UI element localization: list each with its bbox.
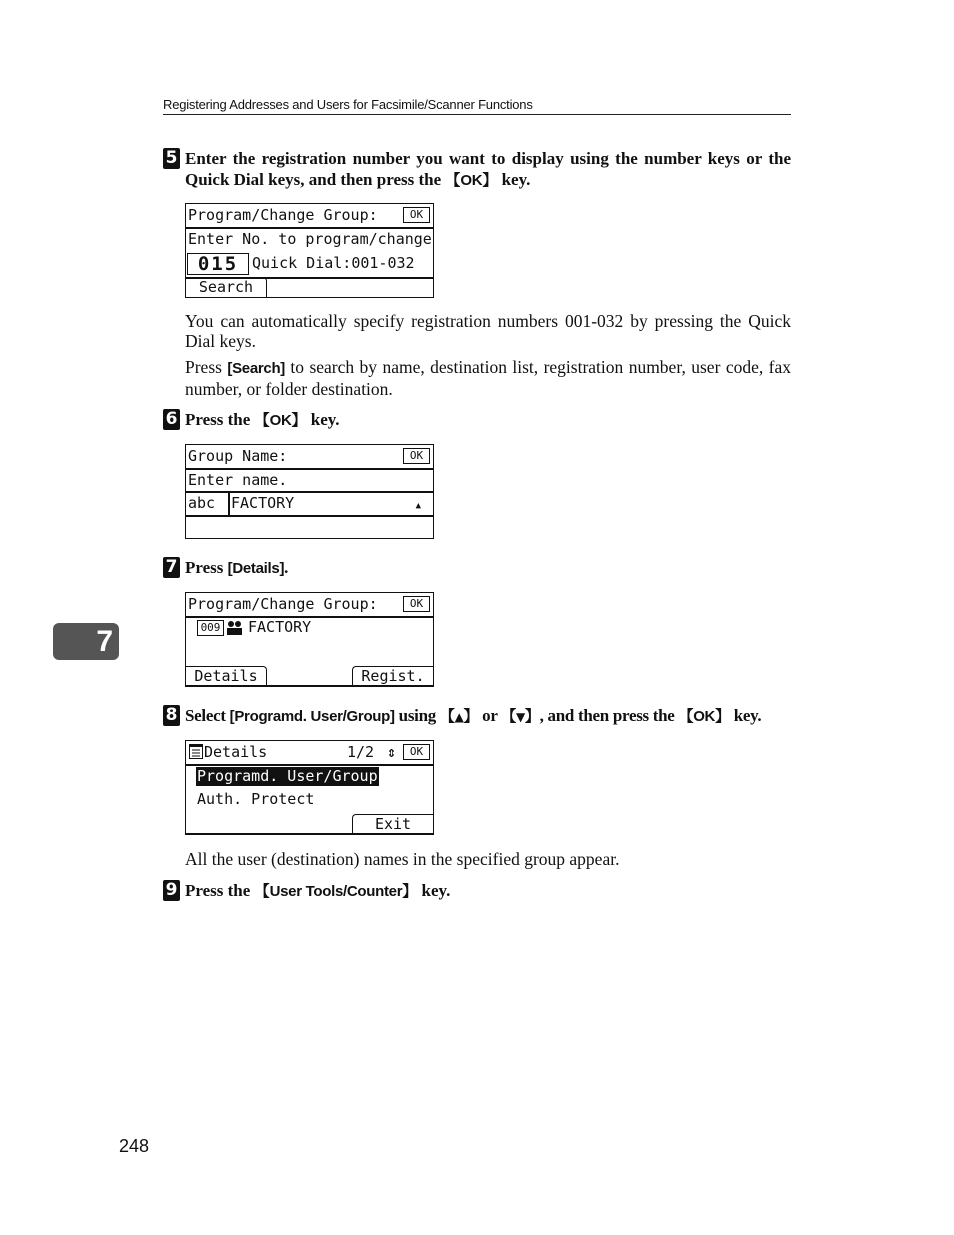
step-instruction: Enter the registration number you want to display using the number keys or the Quick Dial keys, and then press the 【OK】 key. <box>185 149 791 189</box>
lcd-title: Details <box>204 743 268 761</box>
step-number: 6 <box>163 409 180 430</box>
step-7 <box>163 557 791 579</box>
exit-button[interactable]: Exit <box>352 814 433 834</box>
quick-dial-range: Quick Dial:001-032 <box>252 254 415 272</box>
menu-item-auth-protect[interactable]: Auth. Protect <box>197 790 315 808</box>
lcd-prompt: Enter No. to program/change <box>188 230 432 248</box>
ok-key-label: OK <box>693 708 716 725</box>
note-search: Press [Search] to search by name, destination list, registration number, user code, fax number, or folder destination. <box>185 357 791 399</box>
step-instruction: Press [Details]. <box>185 558 289 577</box>
lcd-screen-quick-dial <box>185 203 434 298</box>
page-number: 248 <box>119 1136 150 1156</box>
details-button[interactable]: Details <box>186 666 267 686</box>
input-mode: abc <box>188 494 216 512</box>
step-8 <box>163 705 791 728</box>
step-number: 8 <box>163 705 180 726</box>
search-key-label: [Search] <box>227 360 285 377</box>
registration-number-field[interactable]: 015 <box>187 253 249 275</box>
step-6 <box>163 409 791 431</box>
header-rule <box>163 114 791 115</box>
search-button[interactable]: Search <box>186 277 267 297</box>
ok-icon: OK <box>403 207 430 223</box>
step-9 <box>163 880 791 902</box>
step-number: 9 <box>163 880 180 901</box>
menu-list-icon <box>189 744 203 759</box>
group-icon <box>226 620 243 636</box>
lcd-title: Group Name: <box>188 447 288 465</box>
page-indicator: 1/2 <box>347 743 375 761</box>
ok-icon: OK <box>403 744 430 760</box>
group-name: FACTORY <box>248 618 312 636</box>
group-name-input[interactable]: FACTORY <box>231 494 295 512</box>
running-header: Registering Addresses and Users for Facsimile/Scanner Functions <box>163 97 533 112</box>
step-number: 7 <box>163 557 180 578</box>
note-group-users: All the user (destination) names in the specified group appear. <box>185 849 620 869</box>
registration-number-badge: 009 <box>197 620 224 636</box>
details-key-label: [Details] <box>227 560 285 577</box>
programd-user-group-label: [Programd. User/Group] <box>229 708 395 725</box>
down-arrow-icon: ▼ <box>515 710 525 724</box>
chapter-tab: 7 <box>53 623 119 660</box>
caret-icon: ▲ <box>415 501 421 511</box>
lcd-prompt: Enter name. <box>188 471 288 489</box>
ok-icon: OK <box>403 596 430 612</box>
step-instruction: Select [Programd. User/Group] using 【▲】 or 【▼】, and then press the 【OK】 key. <box>185 706 762 725</box>
lcd-screen-group-details <box>185 592 434 687</box>
ok-icon: OK <box>403 448 430 464</box>
step-instruction: Press the 【User Tools/Counter】 key. <box>185 881 451 900</box>
scroll-arrows-icon[interactable]: ⇕ <box>387 743 397 761</box>
menu-item-programd-user-group[interactable]: Programd. User/Group <box>197 767 378 785</box>
ok-key-label: OK <box>269 412 292 429</box>
step-number: 5 <box>163 148 180 169</box>
user-tools-counter-key-label: User Tools/Counter <box>269 883 403 900</box>
note-quick-dial: You can automatically specify registration numbers 001-032 by pressing the Quick Dial keys. <box>185 311 791 351</box>
step-5 <box>163 148 791 191</box>
lcd-screen-group-name <box>185 444 434 539</box>
up-arrow-icon: ▲ <box>454 710 464 724</box>
lcd-screen-details-menu <box>185 740 434 835</box>
step-instruction: Press the 【OK】 key. <box>185 410 340 429</box>
regist-button[interactable]: Regist. <box>352 666 433 686</box>
lcd-title: Program/Change Group: <box>188 206 378 224</box>
ok-key-label: OK <box>460 172 483 189</box>
lcd-title: Program/Change Group: <box>188 595 378 613</box>
